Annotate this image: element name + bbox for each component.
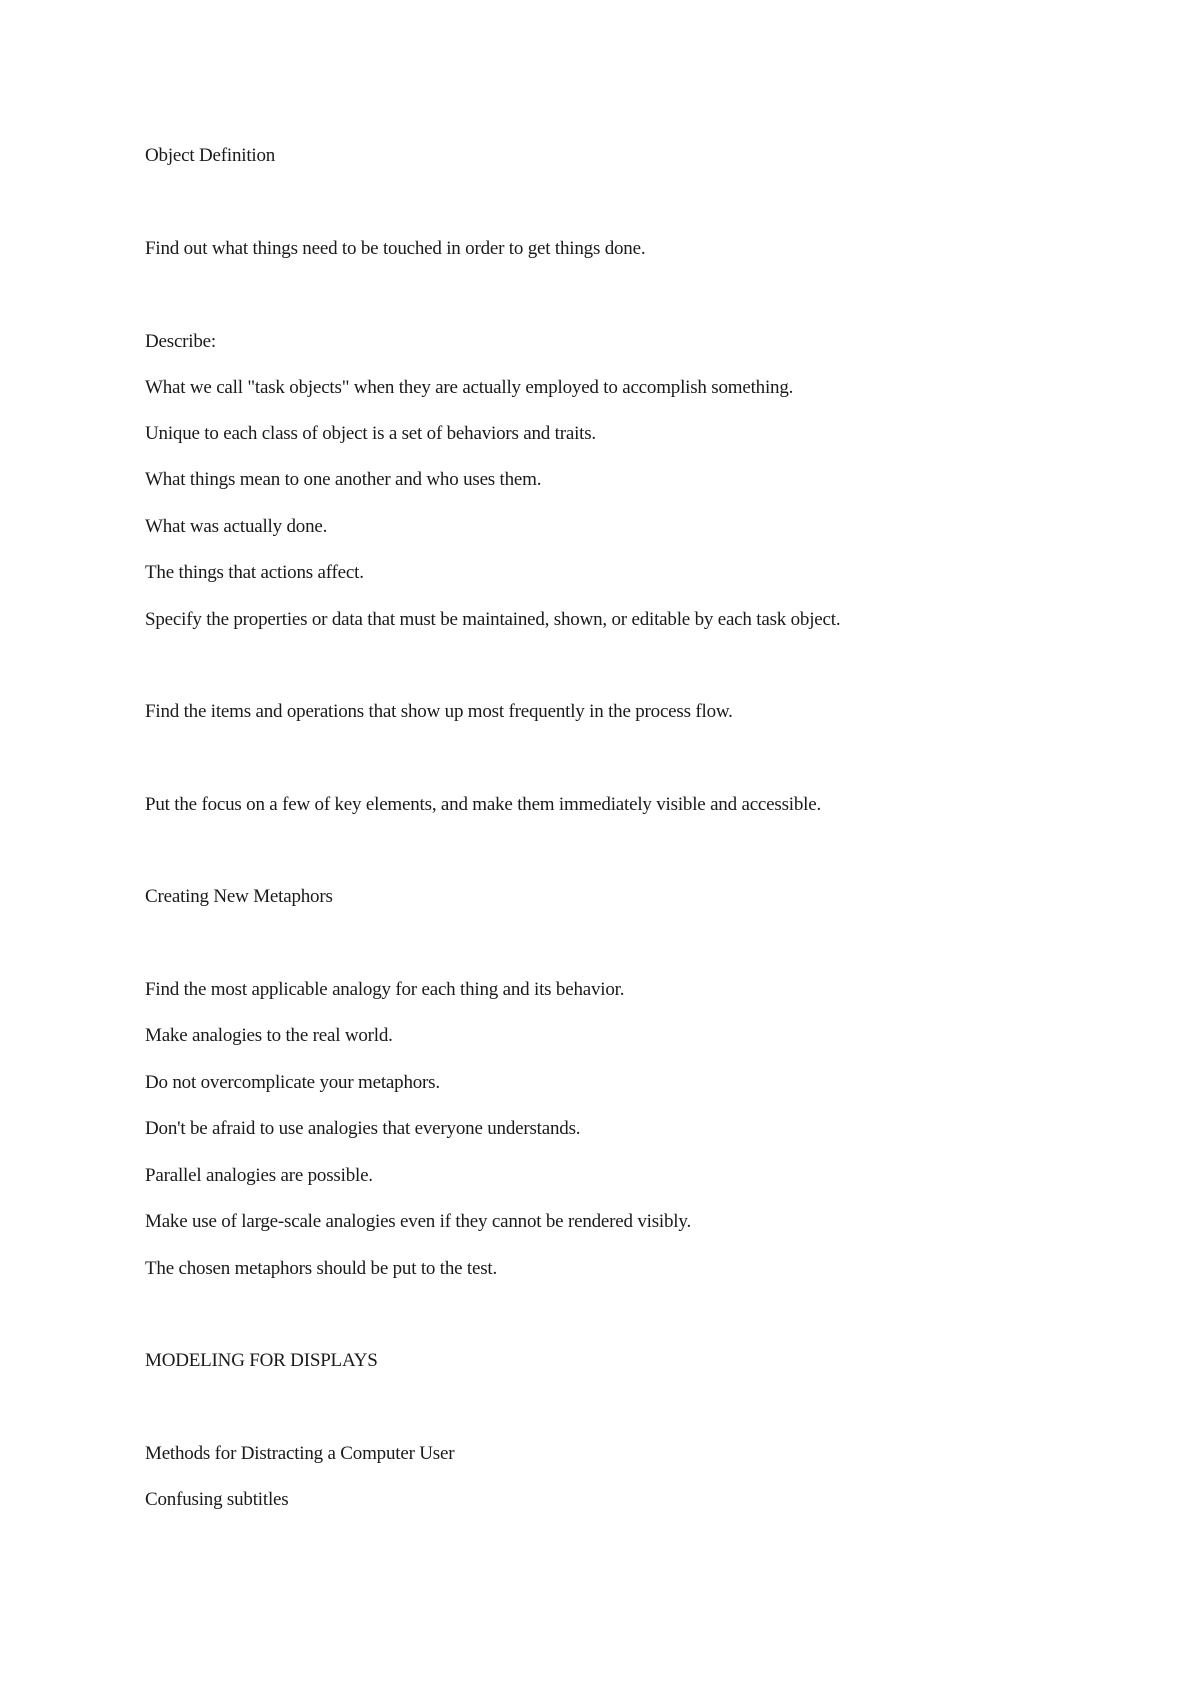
- list-item: Methods for Distracting a Computer User: [145, 1443, 455, 1464]
- list-item: What we call "task objects" when they are actually employed to accomplish something.: [145, 377, 794, 398]
- list-item: Don't be afraid to use analogies that everyone understands.: [145, 1118, 581, 1139]
- list-item: Parallel analogies are possible.: [145, 1165, 373, 1186]
- list-item: Unique to each class of object is a set of behaviors and traits.: [145, 423, 596, 444]
- paragraph: Find the items and operations that show up most frequently in the process flow.: [145, 701, 733, 722]
- list-item: Confusing subtitles: [145, 1489, 289, 1510]
- list-item: The chosen metaphors should be put to the test.: [145, 1258, 498, 1279]
- list-item: What was actually done.: [145, 516, 328, 537]
- list-item: Make use of large-scale analogies even if they cannot be rendered visibly.: [145, 1211, 692, 1232]
- list-item: What things mean to one another and who uses them.: [145, 469, 542, 490]
- list-item: Find the most applicable analogy for each thing and its behavior.: [145, 979, 625, 1000]
- list-item: The things that actions affect.: [145, 562, 364, 583]
- list-item: Make analogies to the real world.: [145, 1025, 393, 1046]
- describe-label: Describe:: [145, 331, 216, 352]
- heading-creating-new-metaphors: Creating New Metaphors: [145, 886, 333, 907]
- list-item: Specify the properties or data that must be maintained, shown, or editable by each task object.: [145, 609, 841, 630]
- heading-modeling-for-displays: MODELING FOR DISPLAYS: [145, 1350, 378, 1371]
- paragraph-intro: Find out what things need to be touched in order to get things done.: [145, 238, 646, 259]
- heading-object-definition: Object Definition: [145, 145, 276, 166]
- list-item: Do not overcomplicate your metaphors.: [145, 1072, 440, 1093]
- paragraph: Put the focus on a few of key elements, and make them immediately visible and accessible.: [145, 794, 822, 815]
